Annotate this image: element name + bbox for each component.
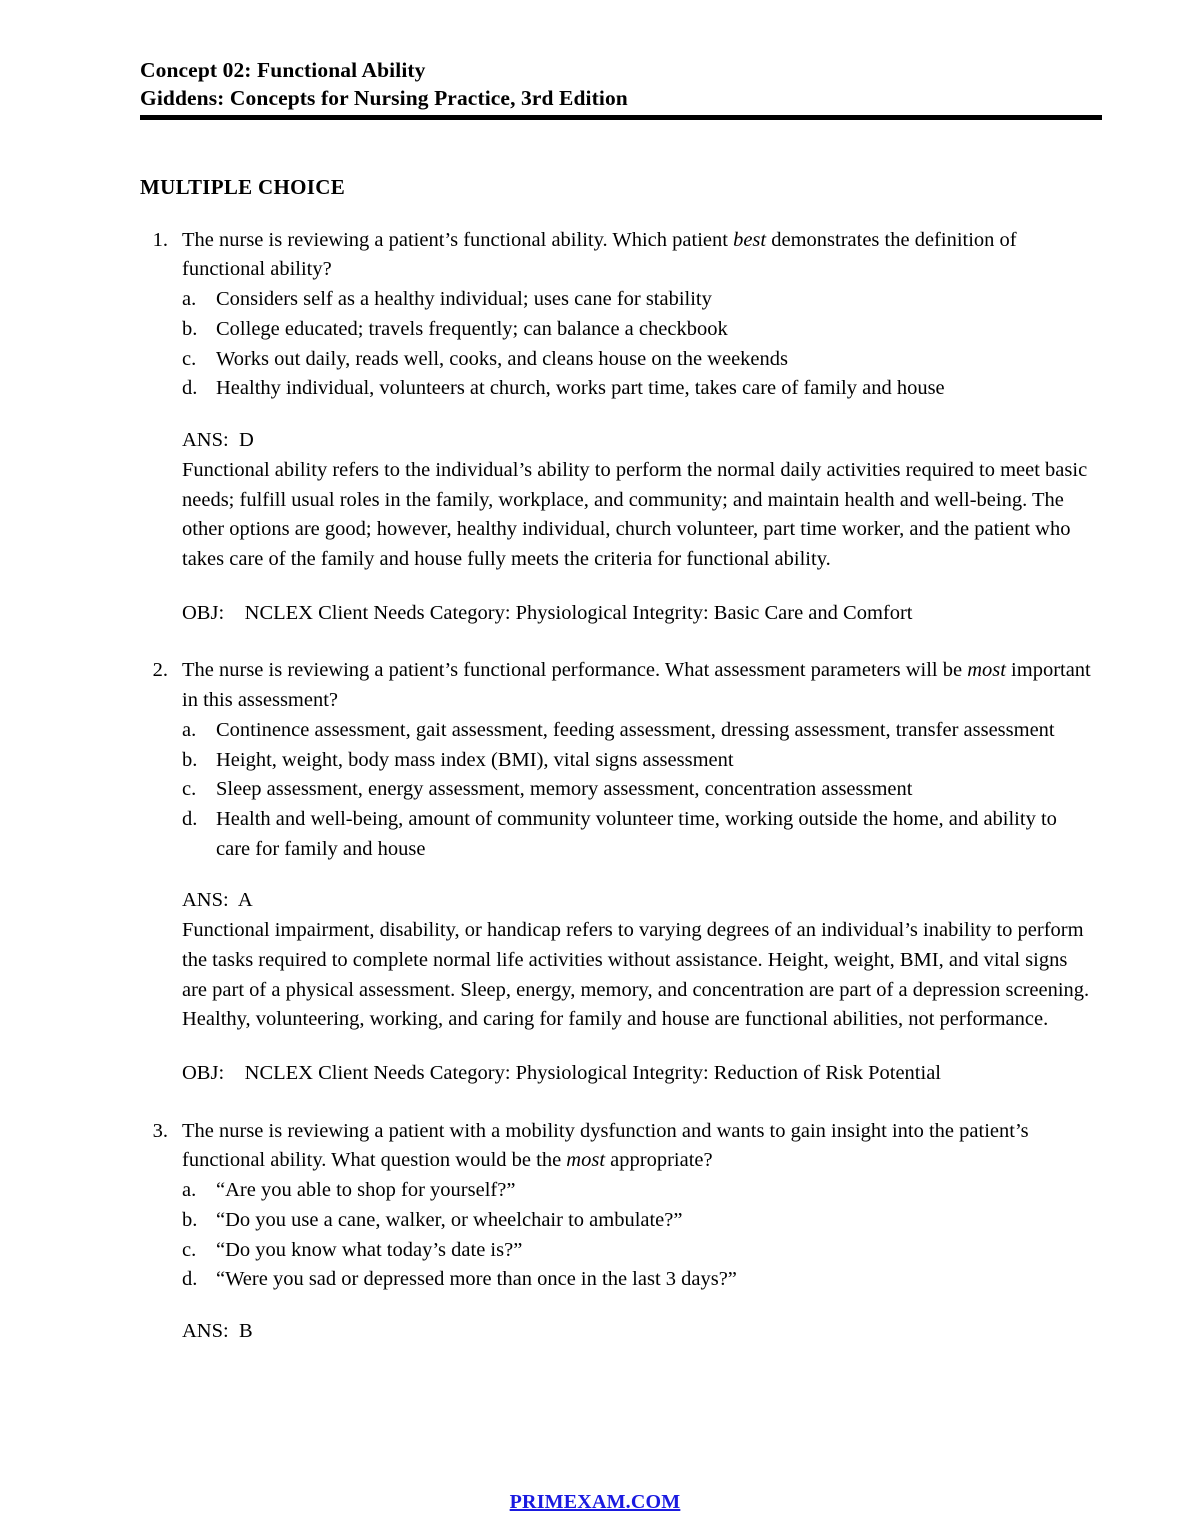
question-stem-part1: The nurse is reviewing a patient’s functional performance. What assessment parameters will be [182, 659, 968, 682]
question-number: 2. [152, 659, 168, 682]
question-stem-emphasis: best [733, 228, 767, 251]
question-list [140, 226, 1094, 1347]
choice-text: Works out daily, reads well, cooks, and cleans house on the weekends [216, 347, 789, 370]
choice-text: “Do you use a cane, walker, or wheelchair to ambulate?” [216, 1208, 683, 1231]
header-subtitle-line: Giddens: Concepts for Nursing Practice, 3rd Edition [140, 86, 628, 111]
question-body [182, 656, 1094, 1088]
section-title: MULTIPLE CHOICE [140, 174, 346, 199]
answer-block [182, 1317, 1094, 1347]
header-divider [140, 115, 1102, 120]
question-stem-part1: The nurse is reviewing a patient’s functional ability. Which patient [182, 228, 734, 251]
choice-list [182, 1176, 1094, 1295]
question-stem-part2: demonstrates the definition of functional ability? [182, 228, 1017, 281]
page-footer [0, 1491, 1190, 1514]
choice-text: Height, weight, body mass index (BMI), vital signs assessment [216, 748, 734, 771]
choice-list [182, 285, 1094, 404]
choice-text: Considers self as a healthy individual; uses cane for stability [216, 288, 712, 311]
question-body [182, 1117, 1094, 1347]
question-stem [182, 656, 1094, 715]
choice-letter: c. [182, 1238, 197, 1261]
answer-rationale: Functional ability refers to the individual’s ability to perform the normal daily activities required to meet basic needs; fulfill usual roles in the family, workplace, and community; and maintain health and well-being. The other options are good; however, healthy individual, church volunteer, part time worker, and the patient who takes care of the family and house fully meets the criteria for functional ability. [182, 458, 1088, 570]
question-number: 3. [152, 1119, 168, 1142]
choice-letter: a. [182, 718, 197, 741]
objective-line: OBJ: NCLEX Client Needs Category: Physiological Integrity: Basic Care and Comfort [182, 601, 913, 624]
question-stem-emphasis: most [967, 659, 1006, 682]
choice-text: Healthy individual, volunteers at church, works part time, takes care of family and house [216, 377, 945, 400]
question-spacer [140, 628, 1094, 656]
choice-letter: d. [182, 377, 198, 400]
choice-text: Health and well-being, amount of community volunteer time, working outside the home, and ability to care for family and house [216, 807, 1057, 860]
choice-letter: c. [182, 347, 197, 370]
question-item [140, 1117, 1094, 1347]
header-title-line: Concept 02: Functional Ability [140, 58, 426, 82]
question-stem-part1: The nurse is reviewing a patient with a mobility dysfunction and wants to gain insight into the patient’s functional ability. What question would be the [182, 1119, 1029, 1172]
choice-letter: b. [182, 317, 198, 340]
answer-block [182, 426, 1094, 575]
choice-letter: b. [182, 1208, 198, 1231]
question-number: 1. [152, 228, 168, 251]
answer-label: ANS: A [182, 889, 253, 912]
choice-list [182, 716, 1094, 865]
choice-text: Sleep assessment, energy assessment, memory assessment, concentration assessment [216, 778, 913, 801]
footer-link[interactable]: PRIMEXAM.COM [509, 1491, 681, 1513]
answer-block [182, 886, 1094, 1035]
question-stem-part2: important in this assessment? [182, 659, 1091, 712]
question-body [182, 226, 1094, 629]
choice-text: Continence assessment, gait assessment, feeding assessment, dressing assessment, transfer assessment [216, 718, 1055, 741]
answer-label: ANS: D [182, 429, 254, 452]
question-stem-emphasis: most [566, 1149, 606, 1172]
question-item [140, 226, 1094, 629]
choice-text: “Were you sad or depressed more than once in the last 3 days?” [216, 1268, 737, 1291]
choice-text: “Do you know what today’s date is?” [216, 1238, 523, 1261]
document-header [140, 56, 1094, 113]
question-stem [182, 1117, 1094, 1176]
question-stem-part2: appropriate? [605, 1149, 713, 1172]
choice-letter: d. [182, 807, 198, 830]
choice-letter: d. [182, 1268, 198, 1291]
answer-label: ANS: B [182, 1320, 253, 1343]
choice-text: College educated; travels frequently; can balance a checkbook [216, 317, 728, 340]
choice-letter: a. [182, 288, 197, 311]
choice-letter: c. [182, 778, 197, 801]
choice-option[interactable] [182, 374, 1094, 404]
choice-letter: a. [182, 1179, 197, 1202]
choice-option[interactable] [182, 345, 1094, 375]
choice-option[interactable] [182, 716, 1094, 746]
choice-text: “Are you able to shop for yourself?” [216, 1179, 516, 1202]
choice-option[interactable] [182, 1265, 1094, 1295]
choice-letter: b. [182, 748, 198, 771]
choice-option[interactable] [182, 1206, 1094, 1236]
objective-line: OBJ: NCLEX Client Needs Category: Physiological Integrity: Reduction of Risk Potential [182, 1062, 941, 1084]
question-item [140, 656, 1094, 1088]
choice-option[interactable] [182, 1176, 1094, 1206]
choice-option[interactable] [182, 315, 1094, 345]
choice-option[interactable] [182, 746, 1094, 776]
choice-option[interactable] [182, 805, 1094, 864]
question-stem [182, 226, 1094, 285]
question-spacer [140, 1089, 1094, 1117]
choice-option[interactable] [182, 775, 1094, 805]
choice-option[interactable] [182, 285, 1094, 315]
choice-option[interactable] [182, 1236, 1094, 1266]
answer-rationale: Functional impairment, disability, or handicap refers to varying degrees of an individual’s inability to perform the tasks required to complete normal life activities without assistance. Height, weight, BMI, and vital signs are part of a physical assessment. Sleep, energy, memory, and concentration are part of a depression screening. Healthy, volunteering, working, and caring for family and house are functional abilities, not performance. [182, 919, 1090, 1031]
